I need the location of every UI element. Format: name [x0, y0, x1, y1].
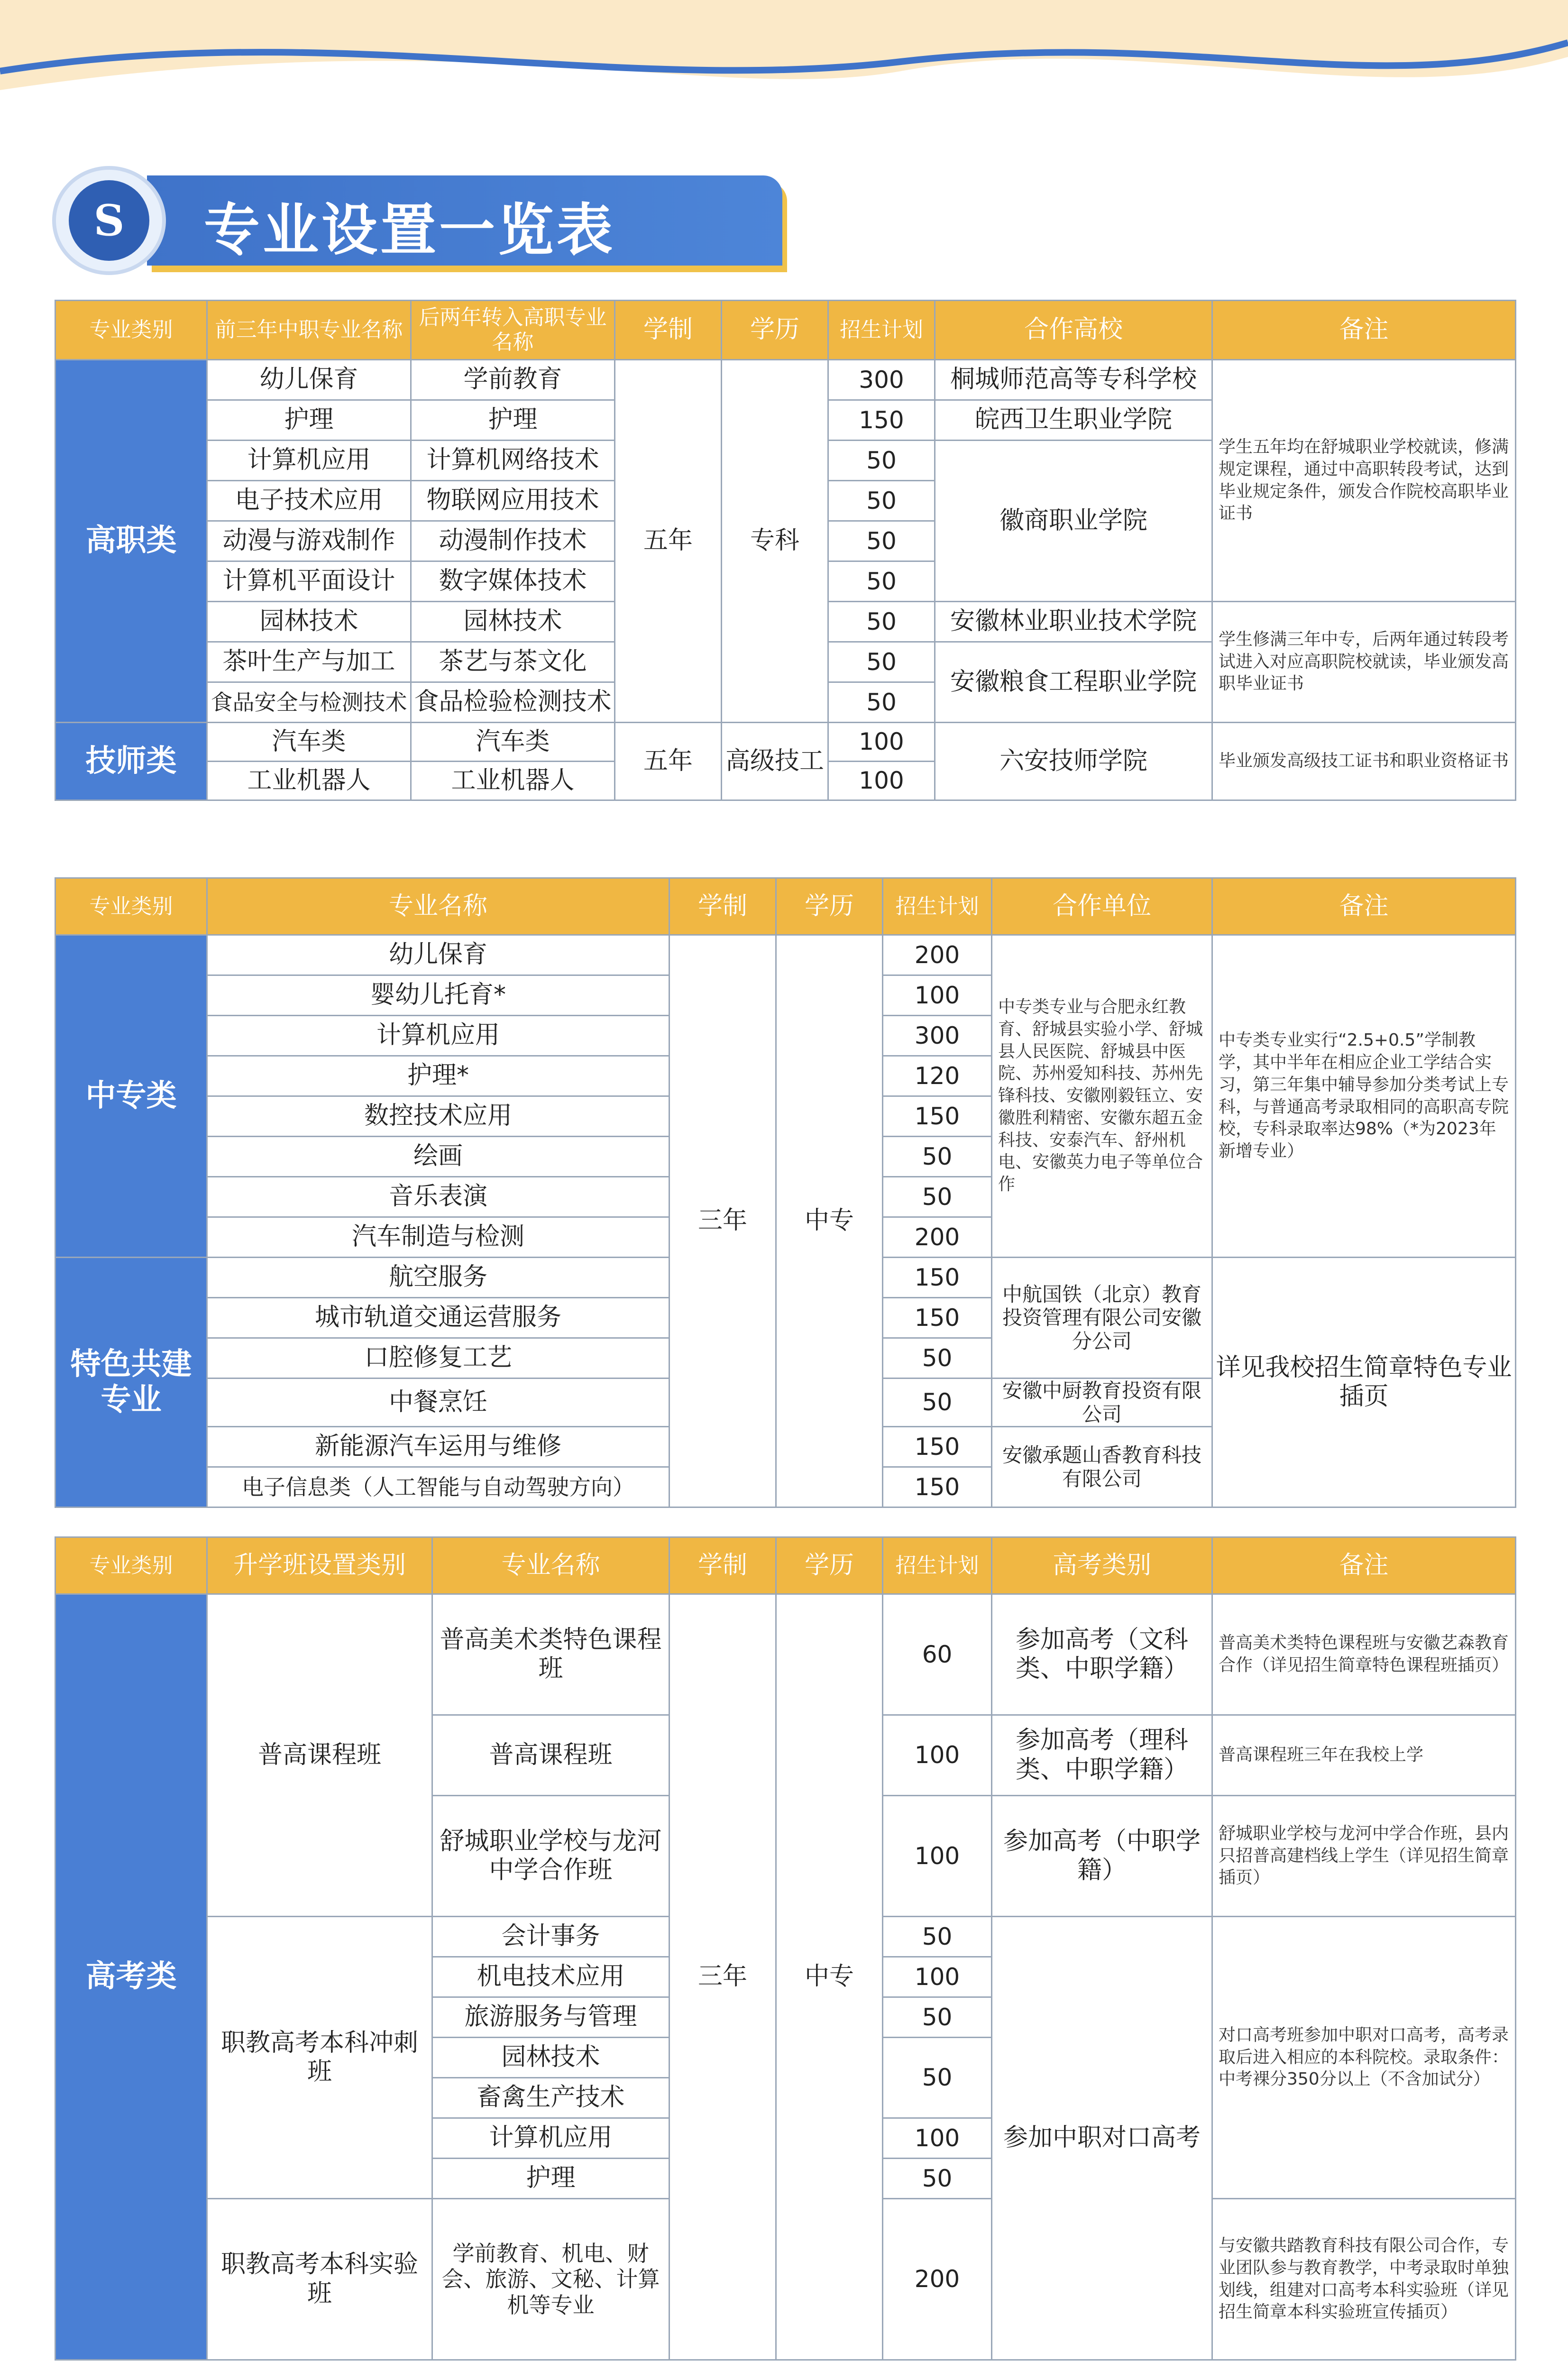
second-major: 工业机器人 — [411, 762, 615, 800]
major: 园林技术 — [432, 2038, 669, 2078]
plan: 200 — [883, 1217, 992, 1258]
header-note: 备注 — [1212, 878, 1516, 935]
plan: 50 — [828, 642, 935, 682]
plan: 200 — [883, 935, 992, 975]
partner: 六安技师学院 — [935, 723, 1212, 800]
plan: 50 — [883, 1378, 992, 1427]
first-major: 园林技术 — [207, 602, 411, 642]
note: 学生五年均在舒城职业学校就读，修满规定课程，通过中高职转段考试，达到毕业规定条件，颁发合作院校高职毕业证书 — [1212, 360, 1516, 602]
header-category: 专业类别 — [55, 878, 207, 935]
plan: 50 — [883, 1338, 992, 1378]
partner: 安徽承题山香教育科技有限公司 — [992, 1427, 1212, 1507]
header-duration: 学制 — [669, 1537, 776, 1594]
plan: 300 — [828, 360, 935, 400]
exam-type: 参加高考（中职学籍） — [992, 1796, 1212, 1917]
page-header — [52, 166, 787, 275]
second-major: 物联网应用技术 — [411, 481, 615, 521]
plan: 100 — [883, 1715, 992, 1796]
duration: 五年 — [615, 360, 722, 723]
major: 婴幼儿托育* — [207, 975, 669, 1016]
first-major: 护理 — [207, 400, 411, 441]
partner: 安徽粮食工程职业学院 — [935, 642, 1212, 723]
header-partner: 合作单位 — [992, 878, 1212, 935]
plan: 60 — [883, 1594, 992, 1715]
partner: 皖西卫生职业学院 — [935, 400, 1212, 441]
major: 护理* — [207, 1056, 669, 1096]
degree: 高级技工 — [722, 723, 828, 800]
plan: 150 — [883, 1467, 992, 1507]
plan: 150 — [883, 1298, 992, 1338]
header-exam-type: 高考类别 — [992, 1537, 1212, 1594]
school-logo — [52, 166, 166, 275]
second-major: 汽车类 — [411, 723, 615, 762]
second-major: 护理 — [411, 400, 615, 441]
gaozhi-table — [55, 300, 1516, 801]
second-major: 数字媒体技术 — [411, 561, 615, 602]
first-major: 食品安全与检测技术 — [207, 682, 411, 723]
plan: 100 — [828, 723, 935, 762]
category-jishi: 技师类 — [55, 723, 207, 800]
degree: 中专 — [776, 935, 883, 1507]
plan: 150 — [883, 1096, 992, 1137]
gaokao-table — [55, 1536, 1516, 2361]
note: 普高课程班三年在我校上学 — [1212, 1715, 1516, 1796]
first-major: 动漫与游戏制作 — [207, 521, 411, 561]
note: 与安徽共踏教育科技有限公司合作，专业团队参与教育教学，中考录取时单独划线，组建对口高考本科实验班（详见招生简章本科实验班宣传插页） — [1212, 2199, 1516, 2360]
second-major: 茶艺与茶文化 — [411, 642, 615, 682]
note: 普高美术类特色课程班与安徽艺森教育合作（详见招生简章特色课程班插页） — [1212, 1594, 1516, 1715]
plan: 50 — [828, 481, 935, 521]
header-major: 专业名称 — [207, 878, 669, 935]
partner: 桐城师范高等专科学校 — [935, 360, 1212, 400]
degree: 中专 — [776, 1594, 883, 2360]
plan: 100 — [828, 762, 935, 800]
major: 普高美术类特色课程班 — [432, 1594, 669, 1715]
plan: 50 — [828, 561, 935, 602]
plan: 50 — [883, 2038, 992, 2118]
header-plan: 招生计划 — [883, 878, 992, 935]
header-degree: 学历 — [776, 1537, 883, 1594]
degree: 专科 — [722, 360, 828, 723]
note: 详见我校招生简章特色专业插页 — [1212, 1258, 1516, 1507]
plan: 50 — [883, 1177, 992, 1217]
plan: 150 — [883, 1427, 992, 1467]
exam-type: 参加中职对口高考 — [992, 1917, 1212, 2360]
class-type: 职教高考本科冲刺班 — [207, 1917, 432, 2199]
major: 护理 — [432, 2159, 669, 2199]
major: 学前教育、机电、财会、旅游、文秘、计算机等专业 — [432, 2199, 669, 2360]
header-second-major: 后两年转入高职专业名称 — [411, 301, 615, 360]
header-category: 专业类别 — [55, 1537, 207, 1594]
major: 绘画 — [207, 1137, 669, 1177]
plan: 50 — [883, 1997, 992, 2038]
category-gaokao: 高考类 — [55, 1594, 207, 2360]
plan: 150 — [883, 1258, 992, 1298]
category-tese: 特色共建专业 — [55, 1258, 207, 1507]
plan: 100 — [883, 2118, 992, 2159]
header-duration: 学制 — [669, 878, 776, 935]
category-zhongzhuan: 中专类 — [55, 935, 207, 1258]
major: 机电技术应用 — [432, 1957, 669, 1997]
duration: 五年 — [615, 723, 722, 800]
plan: 150 — [828, 400, 935, 441]
plan: 100 — [883, 1957, 992, 1997]
second-major: 园林技术 — [411, 602, 615, 642]
header-partner: 合作高校 — [935, 301, 1212, 360]
exam-type: 参加高考（理科类、中职学籍） — [992, 1715, 1212, 1796]
title-banner — [147, 175, 782, 266]
major: 计算机应用 — [207, 1016, 669, 1056]
header-plan: 招生计划 — [883, 1537, 992, 1594]
header-first-major: 前三年中职专业名称 — [207, 301, 411, 360]
plan: 120 — [883, 1056, 992, 1096]
first-major: 电子技术应用 — [207, 481, 411, 521]
plan: 50 — [883, 1917, 992, 1957]
plan: 100 — [883, 975, 992, 1016]
plan: 50 — [883, 2159, 992, 2199]
major: 畜禽生产技术 — [432, 2078, 669, 2118]
plan: 50 — [828, 521, 935, 561]
note: 学生修满三年中专，后两年通过转段考试进入对应高职院校就读，毕业颁发高职毕业证书 — [1212, 602, 1516, 723]
header-note: 备注 — [1212, 301, 1516, 360]
plan: 50 — [883, 1137, 992, 1177]
class-type: 职教高考本科实验班 — [207, 2199, 432, 2360]
plan: 200 — [883, 2199, 992, 2360]
major: 旅游服务与管理 — [432, 1997, 669, 2038]
major: 会计事务 — [432, 1917, 669, 1957]
major: 航空服务 — [207, 1258, 669, 1298]
page-title: 专业设置一览表 — [204, 197, 616, 263]
second-major: 食品检验检测技术 — [411, 682, 615, 723]
first-major: 汽车类 — [207, 723, 411, 762]
header-plan: 招生计划 — [828, 301, 935, 360]
duration: 三年 — [669, 935, 776, 1507]
zhongzhuan-table — [55, 877, 1516, 1508]
partner: 徽商职业学院 — [935, 441, 1212, 602]
partner: 中航国铁（北京）教育投资管理有限公司安徽分公司 — [992, 1258, 1212, 1378]
first-major: 幼儿保育 — [207, 360, 411, 400]
top-wave-decoration — [0, 0, 1568, 123]
plan: 300 — [883, 1016, 992, 1056]
second-major: 计算机网络技术 — [411, 441, 615, 481]
header-note: 备注 — [1212, 1537, 1516, 1594]
class-type: 普高课程班 — [207, 1594, 432, 1917]
major: 幼儿保育 — [207, 935, 669, 975]
header-degree: 学历 — [722, 301, 828, 360]
note: 舒城职业学校与龙河中学合作班，县内只招普高建档线上学生（详见招生简章插页） — [1212, 1796, 1516, 1917]
plan: 100 — [883, 1796, 992, 1917]
header-degree: 学历 — [776, 878, 883, 935]
header-major: 专业名称 — [432, 1537, 669, 1594]
header-class-type: 升学班设置类别 — [207, 1537, 432, 1594]
plan: 50 — [828, 682, 935, 723]
header-duration: 学制 — [615, 301, 722, 360]
major: 城市轨道交通运营服务 — [207, 1298, 669, 1338]
major: 电子信息类（人工智能与自动驾驶方向） — [207, 1467, 669, 1507]
major: 中餐烹饪 — [207, 1378, 669, 1427]
note: 对口高考班参加中职对口高考，高考录取后进入相应的本科院校。录取条件：中考裸分350分以上（不含加试分） — [1212, 1917, 1516, 2199]
partner: 安徽中厨教育投资有限公司 — [992, 1378, 1212, 1427]
partner: 中专类专业与合肥永红教育、舒城县实验小学、舒城县人民医院、舒城县中医院、苏州爱知科技、苏州先锋科技、安徽刚毅钰立、安徽胜利精密、安徽东超五金科技、安泰汽车、舒州机电、安徽英力电子等单位合作 — [992, 935, 1212, 1258]
partner: 安徽林业职业技术学院 — [935, 602, 1212, 642]
first-major: 计算机平面设计 — [207, 561, 411, 602]
exam-type: 参加高考（文科类、中职学籍） — [992, 1594, 1212, 1715]
note: 毕业颁发高级技工证书和职业资格证书 — [1212, 723, 1516, 800]
logo-emblem-icon: S — [69, 180, 149, 261]
category-gaozhi: 高职类 — [55, 360, 207, 723]
major: 普高课程班 — [432, 1715, 669, 1796]
header-category: 专业类别 — [55, 301, 207, 360]
plan: 50 — [828, 602, 935, 642]
second-major: 动漫制作技术 — [411, 521, 615, 561]
major: 口腔修复工艺 — [207, 1338, 669, 1378]
first-major: 工业机器人 — [207, 762, 411, 800]
first-major: 计算机应用 — [207, 441, 411, 481]
duration: 三年 — [669, 1594, 776, 2360]
plan: 50 — [828, 441, 935, 481]
major: 新能源汽车运用与维修 — [207, 1427, 669, 1467]
second-major: 学前教育 — [411, 360, 615, 400]
note: 中专类专业实行“2.5+0.5”学制教学，其中半年在相应企业工学结合实习，第三年集中辅导参加分类考试上专科，与普通高考录取相同的高职高专院校，专科录取率达98%（*为2023年新增专业） — [1212, 935, 1516, 1258]
major: 舒城职业学校与龙河中学合作班 — [432, 1796, 669, 1917]
major: 汽车制造与检测 — [207, 1217, 669, 1258]
major: 数控技术应用 — [207, 1096, 669, 1137]
first-major: 茶叶生产与加工 — [207, 642, 411, 682]
major: 计算机应用 — [432, 2118, 669, 2159]
major: 音乐表演 — [207, 1177, 669, 1217]
